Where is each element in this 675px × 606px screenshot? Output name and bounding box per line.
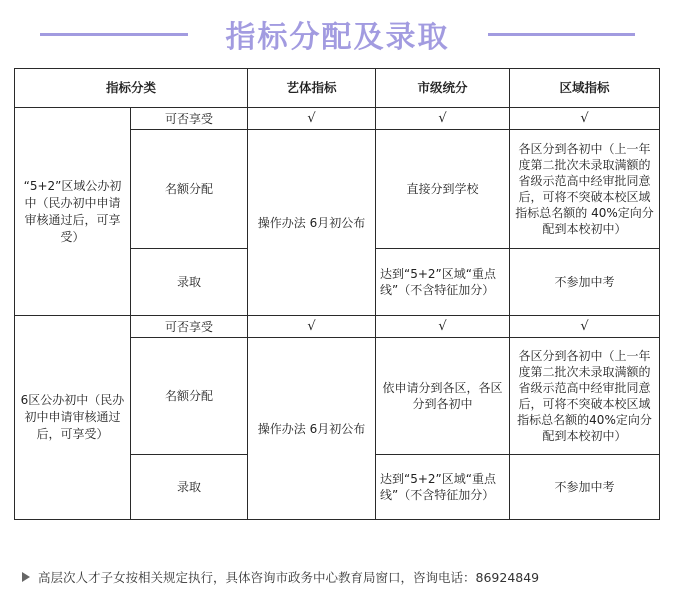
header-city: 市级统分 (376, 69, 510, 108)
table-header-row (15, 69, 660, 108)
quota-district: 各区分到各初中（上一年度第二批次未录取满额的省级示范高中经审批同意后，可将不突破本校区域指标总名额的 40%定向分配到本校初中） (510, 130, 660, 249)
table-row (15, 316, 660, 338)
quota-district: 各区分到各初中（上一年度第二批次未录取满额的省级示范高中经审批同意后，可将不突破本校区域指标总名额的40%定向分配到本校初中） (510, 338, 660, 455)
header-arts: 艺体指标 (248, 69, 376, 108)
row-label-admit: 录取 (131, 455, 248, 520)
footer-note (22, 568, 662, 586)
check-arts: √ (248, 108, 376, 130)
triangle-bullet-icon (22, 572, 30, 582)
group-category: 6区公办初中（民办初中申请审核通过后，可享受） (15, 316, 131, 520)
footer-text: 高层次人才子女按相关规定执行，具体咨询市政务中心教育局窗口，咨询电话：86924849 (38, 570, 540, 585)
title-left-rule (40, 33, 188, 36)
check-district: √ (510, 108, 660, 130)
arts-value: 操作办法 6月初公布 (248, 130, 376, 316)
row-label-quota: 名额分配 (131, 130, 248, 249)
admit-city: 达到“5+2”区域“重点线”（不含特征加分） (376, 455, 510, 520)
row-label-enjoy: 可否享受 (131, 316, 248, 338)
check-district: √ (510, 316, 660, 338)
quota-city: 依申请分到各区，各区分到各初中 (376, 338, 510, 455)
quota-table (14, 68, 660, 520)
page-title: 指标分配及录取 (225, 20, 450, 55)
admit-city: 达到“5+2”区域“重点线”（不含特征加分） (376, 249, 510, 316)
title-right-rule (488, 33, 635, 36)
quota-city: 直接分到学校 (376, 130, 510, 249)
header-category: 指标分类 (15, 69, 248, 108)
title-bar (0, 0, 675, 62)
check-city: √ (376, 108, 510, 130)
header-district: 区域指标 (510, 69, 660, 108)
admit-district: 不参加中考 (510, 455, 660, 520)
arts-value: 操作办法 6月初公布 (248, 338, 376, 520)
row-label-enjoy: 可否享受 (131, 108, 248, 130)
check-arts: √ (248, 316, 376, 338)
check-city: √ (376, 316, 510, 338)
row-label-quota: 名额分配 (131, 338, 248, 455)
group-category: “5+2”区域公办初中（民办初中申请审核通过后，可享受） (15, 108, 131, 316)
row-label-admit: 录取 (131, 249, 248, 316)
admit-district: 不参加中考 (510, 249, 660, 316)
table-row (15, 108, 660, 130)
